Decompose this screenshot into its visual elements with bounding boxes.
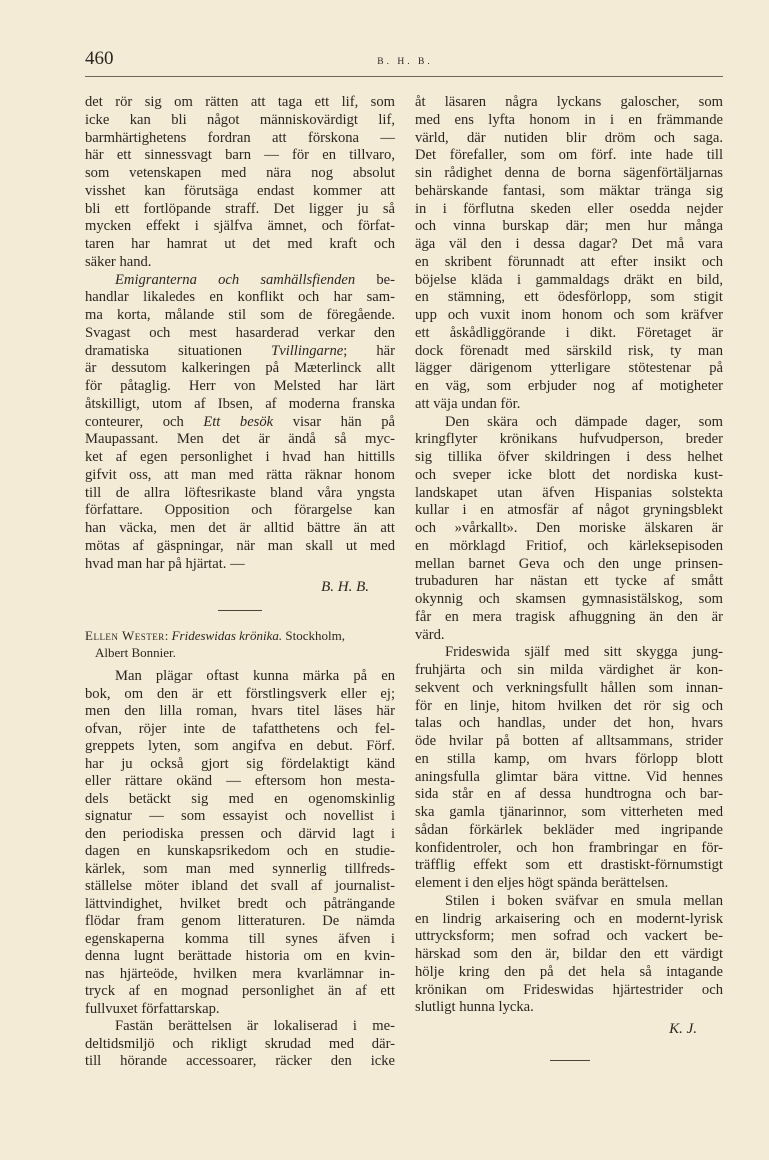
text-line	[85, 1053, 395, 1071]
text-segment: Maupassant. Men det är ändå så myc-	[85, 431, 395, 448]
text-segment: kärlek, som man med synnerlig tillfreds-	[85, 860, 395, 877]
italic-title: Ett besök	[203, 413, 274, 430]
text-line	[85, 983, 395, 1001]
text-line	[415, 502, 723, 520]
text-segment: härskad som den är, bildar den ett värdigt	[415, 946, 723, 962]
text-line	[415, 680, 723, 698]
text-segment: slutligt hunna lycka.	[415, 999, 534, 1016]
italic-title: Tvillingarne	[271, 342, 344, 359]
text-line	[85, 808, 395, 826]
text-segment: åtskilligt, utom af Ibsen, af moderna franska	[85, 395, 395, 412]
text-line	[415, 520, 723, 538]
text-line	[85, 756, 395, 774]
text-line	[415, 467, 723, 485]
text-segment: den periodiska pressen och därvid lagt i	[85, 825, 395, 842]
text-segment: värld, där nutiden blir dröm och saga.	[415, 129, 723, 146]
text-line	[85, 307, 395, 325]
text-segment: ket af egen personlighet i hvad han hittills	[85, 449, 395, 465]
text-segment: icke kan bli något människovärdigt lif,	[85, 111, 395, 128]
text-segment: greppets lyten, som angifva en debut. Förf.	[85, 738, 395, 754]
text-segment: tryck af en mognad personlighet än af ett	[85, 983, 395, 999]
text-segment: bok, om den är ett förstlingsverk eller ej;	[85, 685, 395, 702]
text-segment: dock förenadt med särskild risk, ty man	[415, 342, 723, 359]
text-line	[85, 896, 395, 914]
text-line	[85, 1036, 395, 1054]
text-line	[85, 201, 395, 219]
text-line	[415, 218, 723, 236]
text-segment: värd.	[415, 626, 445, 643]
text-line	[85, 343, 395, 361]
text-line	[85, 703, 395, 721]
text-line	[85, 556, 395, 574]
text-segment: lättvindighet, hvilket bredt och påträngande	[85, 895, 395, 912]
text-segment: som vetenskapen med nära nog absolut	[85, 165, 395, 181]
text-segment: Frideswida själf med sitt skygga jung-	[445, 644, 723, 661]
text-line	[85, 538, 395, 556]
paragraph	[415, 644, 723, 893]
text-segment: landskapet utan äfven Hispanias solstekta	[415, 484, 723, 501]
text-line	[415, 804, 723, 822]
text-line	[85, 861, 395, 879]
text-segment: visshet kan förutsäga endast kommer att	[85, 182, 395, 199]
text-line	[415, 112, 723, 130]
text-line	[85, 1001, 395, 1019]
text-segment: en lindrig arkaisering och en modernt-lyrisk	[415, 910, 723, 927]
text-line	[415, 556, 723, 574]
text-segment: conteurer, och	[85, 413, 204, 430]
text-line	[415, 378, 723, 396]
text-segment: men den lilla roman, hvars titel läses här	[85, 703, 395, 719]
paragraph	[85, 668, 395, 1018]
text-segment: bli ett fortlöpande straff. Det ligger ju så	[85, 200, 395, 217]
text-line	[85, 738, 395, 756]
text-segment: aningsfulla glimtar bära vittne. Vid hennes	[415, 768, 723, 785]
text-segment: författare. Opposition och förargelse kan	[85, 502, 395, 519]
text-line	[85, 931, 395, 949]
text-segment: eller rättare okänd — eftersom hon mesta-	[85, 773, 395, 789]
text-line	[85, 948, 395, 966]
text-line	[415, 360, 723, 378]
text-segment: äga väl den i dessa dagar? Det må vara	[415, 236, 723, 252]
text-line	[415, 911, 723, 929]
text-line	[415, 982, 723, 1000]
text-line	[415, 343, 723, 361]
text-line	[415, 662, 723, 680]
italic-title: Emigranterna och samhällsfienden	[115, 271, 356, 288]
text-segment: nas hjärteöde, hvilken mera kvarlämnar in-	[85, 965, 395, 982]
text-line	[85, 826, 395, 844]
text-segment: barmhärtighetens fordran att förskona —	[85, 129, 395, 146]
text-segment: till de allra löftesrikaste bland våra yngsta	[85, 484, 395, 501]
text-segment: lägger därigenom ytterligare stötestenar på	[415, 360, 723, 377]
left-column-top	[85, 94, 395, 573]
text-segment: Stilen i boken sväfvar en smula mellan	[445, 892, 723, 909]
text-line	[415, 289, 723, 307]
text-segment: böjelse kläda i gammaldags dräkt en bild,	[415, 271, 723, 288]
text-segment: en väg, som erbjuder nog af motigheter	[415, 378, 723, 394]
paragraph	[415, 414, 723, 645]
text-line	[415, 183, 723, 201]
text-line	[415, 733, 723, 751]
text-line	[85, 773, 395, 791]
text-segment: uttrycksform; men sofrad och vackert be-	[415, 928, 723, 945]
text-segment: för påtaglig. Herr von Melsted har lärt	[85, 378, 395, 394]
text-line	[85, 686, 395, 704]
text-segment: sig tillika öfver skildringen i dess helhet	[415, 449, 723, 465]
text-segment: en stämning, ett ödesförlopp, som stigit	[415, 289, 723, 306]
text-line	[415, 538, 723, 556]
text-segment: mellan barnet Geva och den unge prinsen-	[415, 555, 723, 572]
text-segment: element i den eljes högt spända berättelsen.	[415, 875, 669, 891]
signature-bhb-wrap	[85, 579, 395, 597]
text-line	[415, 414, 723, 432]
text-segment: Fastän berättelsen är lokaliserad i me-	[115, 1018, 395, 1034]
text-segment: och »vårkallt». Den moriske älskaren är	[415, 520, 723, 536]
text-line	[85, 721, 395, 739]
text-segment: mycken effekt i själfva ämnet, och förfat-	[85, 218, 395, 235]
text-segment: en stilla kamp, om hvars förlopp blott	[415, 750, 723, 767]
text-line	[415, 786, 723, 804]
header-rule	[85, 76, 723, 77]
text-segment: ; här	[343, 342, 395, 359]
running-head: B. H. B.	[377, 57, 433, 67]
text-line	[415, 946, 723, 964]
text-segment: krönikan om Frideswidas hjärtestrider och	[415, 981, 723, 998]
text-segment: Man plägar oftast kunna märka på en	[115, 668, 395, 684]
text-line	[85, 396, 395, 414]
paragraph	[415, 893, 723, 1017]
text-line	[415, 875, 723, 893]
text-segment: upp och vuxit inom honom och som kräfver	[415, 307, 723, 323]
text-line	[85, 502, 395, 520]
text-line	[415, 857, 723, 875]
review-publisher: Albert Bonnier.	[95, 645, 176, 660]
signature-bhb: B. H. B.	[321, 579, 369, 595]
text-line	[85, 520, 395, 538]
text-segment: ställelse möter ibland det svall af journalist-	[85, 878, 395, 894]
text-line	[415, 627, 723, 645]
right-column	[415, 94, 723, 1017]
text-line	[85, 378, 395, 396]
text-segment: ett åskådliggörande i dikt. Företaget är	[415, 324, 723, 341]
text-segment: sin rådighet denna de borna sägenförtäljarnas	[415, 165, 723, 181]
text-line	[85, 130, 395, 148]
text-line	[415, 698, 723, 716]
text-line	[415, 147, 723, 165]
text-line	[415, 272, 723, 290]
text-segment: och sveper icke blott det nordiska kust-	[415, 466, 723, 483]
text-segment: mötas af gäspningar, när man skall ut med	[85, 537, 395, 554]
text-segment: fruhjärta och sin milda värdighet är kon-	[415, 662, 723, 678]
text-line	[85, 414, 395, 432]
signature-kj-wrap	[415, 1021, 723, 1039]
text-line	[85, 360, 395, 378]
text-segment: han väcka, men det är alltid bättre än att	[85, 520, 395, 536]
text-line	[415, 431, 723, 449]
text-line	[415, 130, 723, 148]
text-segment: säker hand.	[85, 253, 152, 270]
text-segment: Det förefaller, som om förf. inte hade till	[415, 147, 723, 164]
text-segment: gifvit oss, att man med rätta räknar honom	[85, 466, 395, 483]
text-line	[415, 449, 723, 467]
text-line	[415, 485, 723, 503]
text-segment: öde hvilar på botten af alltsammans, strider	[415, 733, 723, 749]
end-divider	[550, 1060, 590, 1061]
paragraph	[85, 1018, 395, 1071]
left-column-bottom	[85, 668, 395, 1071]
text-segment: med ens lyfta honom in i en främmande	[415, 111, 723, 128]
text-segment: träfflig effekt som ett drastiskt-förnumstigt	[415, 857, 723, 874]
text-segment: ska gamla tjänarinnor, som vitterheten med	[415, 804, 723, 820]
text-line	[415, 751, 723, 769]
text-line	[415, 928, 723, 946]
text-line	[85, 668, 395, 686]
page-number: 460	[85, 48, 114, 69]
text-segment: dels betäckt sig med en ogenomskinlig	[85, 790, 395, 807]
text-segment: sekvent och verkningsfullt hållen som innan-	[415, 679, 723, 696]
text-segment: signatur — som essayist och novellist i	[85, 808, 395, 824]
text-line	[85, 289, 395, 307]
text-line	[415, 236, 723, 254]
text-segment: trubaduren har nästan ett tycke af smått	[415, 573, 723, 590]
text-segment: dagen en kunskapsrikedom och en studie-	[85, 843, 395, 859]
text-segment: sådan förkärlek bekläder med ingripande	[415, 821, 723, 838]
paragraph	[85, 272, 395, 574]
text-segment: handlar likaledes en konflikt och har sam-	[85, 289, 395, 306]
text-line	[85, 325, 395, 343]
text-segment: är dessutom kalkeringen på Mæterlinck allt	[85, 360, 395, 377]
text-line	[415, 94, 723, 112]
text-line	[415, 715, 723, 733]
text-line	[85, 165, 395, 183]
text-line	[85, 843, 395, 861]
text-line	[415, 769, 723, 787]
text-line	[85, 183, 395, 201]
text-segment: denna lugnt berättade historia om en kvin-	[85, 948, 395, 964]
text-line	[415, 325, 723, 343]
text-line	[415, 254, 723, 272]
review-author: Ellen Wester	[85, 628, 165, 643]
text-line	[415, 609, 723, 627]
text-segment: det rör sig om rätten att taga ett lif, som	[85, 94, 395, 110]
text-segment: taren har hamrat ut det med kraft och	[85, 236, 395, 252]
text-segment: dramatiska situationen	[85, 342, 272, 359]
text-line	[85, 236, 395, 254]
review-heading	[85, 627, 395, 661]
text-segment: här ett sinnessvagt barn — för en tillvaro,	[85, 147, 395, 164]
text-segment: en mörklagd Fritiof, och kärleksepisoden	[415, 537, 723, 554]
text-line	[85, 218, 395, 236]
text-segment: får en mera tragisk afhuggning än den är	[415, 608, 723, 625]
text-line	[415, 644, 723, 662]
text-segment: för en linje, hitom hvilken det rör sig och	[415, 697, 723, 714]
text-line	[85, 485, 395, 503]
text-segment: sida står en af dessa hundtrogna och bar-	[415, 786, 723, 803]
text-line	[85, 791, 395, 809]
text-line	[415, 964, 723, 982]
text-segment: behärskande fantasi, som mäktar tränga sig	[415, 182, 723, 199]
text-line	[415, 840, 723, 858]
text-line	[415, 396, 723, 414]
text-line	[415, 165, 723, 183]
text-line	[415, 822, 723, 840]
text-line	[85, 112, 395, 130]
text-segment: in i förflutna skeden eller osedda nejder	[415, 200, 723, 217]
text-segment: åt läsaren några lyckans galoscher, som	[415, 94, 723, 110]
signature-kj: K. J.	[669, 1021, 697, 1037]
text-segment: be-	[355, 271, 395, 288]
text-segment: en skribent förunnadt att efter insikt och	[415, 253, 723, 270]
text-segment: fullvuxet författarskap.	[85, 1000, 220, 1017]
text-segment: att väja undan för.	[415, 395, 521, 412]
text-segment: kullar i en atmosfär af något gryningsblekt	[415, 502, 723, 519]
review-separator: :	[164, 628, 172, 643]
text-segment: flödar fram genom litteraturen. De nämda	[85, 913, 395, 929]
text-line	[85, 467, 395, 485]
paragraph	[85, 94, 395, 272]
text-segment: okynnig och skamsen gymnasistälskog, som	[415, 591, 723, 607]
text-segment: visar hän på	[273, 413, 395, 430]
review-place: Stockholm,	[282, 628, 345, 643]
text-line	[85, 913, 395, 931]
section-divider	[218, 610, 262, 611]
text-line	[85, 94, 395, 112]
text-line	[85, 147, 395, 165]
text-line	[85, 431, 395, 449]
text-line	[415, 573, 723, 591]
text-segment: talas och handlas, under det hon, hvars	[415, 715, 723, 732]
review-title: Frideswidas krönika.	[171, 628, 283, 643]
text-line	[85, 878, 395, 896]
text-segment: har ju också gjort sig fördelaktigt känd	[85, 755, 395, 772]
text-segment: Svagast och mest hasarderad verkar den	[85, 324, 395, 341]
text-segment: till hörande accessoarer, räcker den icke	[85, 1053, 395, 1069]
text-line	[85, 272, 395, 290]
text-line	[415, 591, 723, 609]
text-line	[85, 449, 395, 467]
text-segment: ma korta, målande stil som de föregående.	[85, 307, 395, 323]
text-line	[85, 254, 395, 272]
text-segment: Den skära och dämpade dager, som	[445, 413, 723, 430]
text-segment: ofvan, röjer inte de tafatthetens och fel-	[85, 720, 395, 737]
text-segment: och vinna burskap där; men hur många	[415, 218, 723, 235]
text-segment: egenskaperna komma till synes äfven i	[85, 930, 395, 947]
text-line	[415, 201, 723, 219]
text-line	[415, 999, 723, 1017]
review-heading-line	[85, 627, 395, 644]
text-segment: konfidentroler, och hon frambringar en för-	[415, 839, 723, 856]
text-line	[85, 1018, 395, 1036]
text-segment: hvad man har på hjärtat. —	[85, 555, 245, 572]
text-line	[85, 966, 395, 984]
text-segment: hölje kring den på det hela så intagande	[415, 963, 723, 980]
text-line	[415, 893, 723, 911]
text-segment: deltidsmiljö och rikligt skrudad med där-	[85, 1035, 395, 1052]
text-line	[415, 307, 723, 325]
text-segment: kringflyter krönikans hufvudperson, breder	[415, 431, 723, 448]
paragraph	[415, 94, 723, 414]
